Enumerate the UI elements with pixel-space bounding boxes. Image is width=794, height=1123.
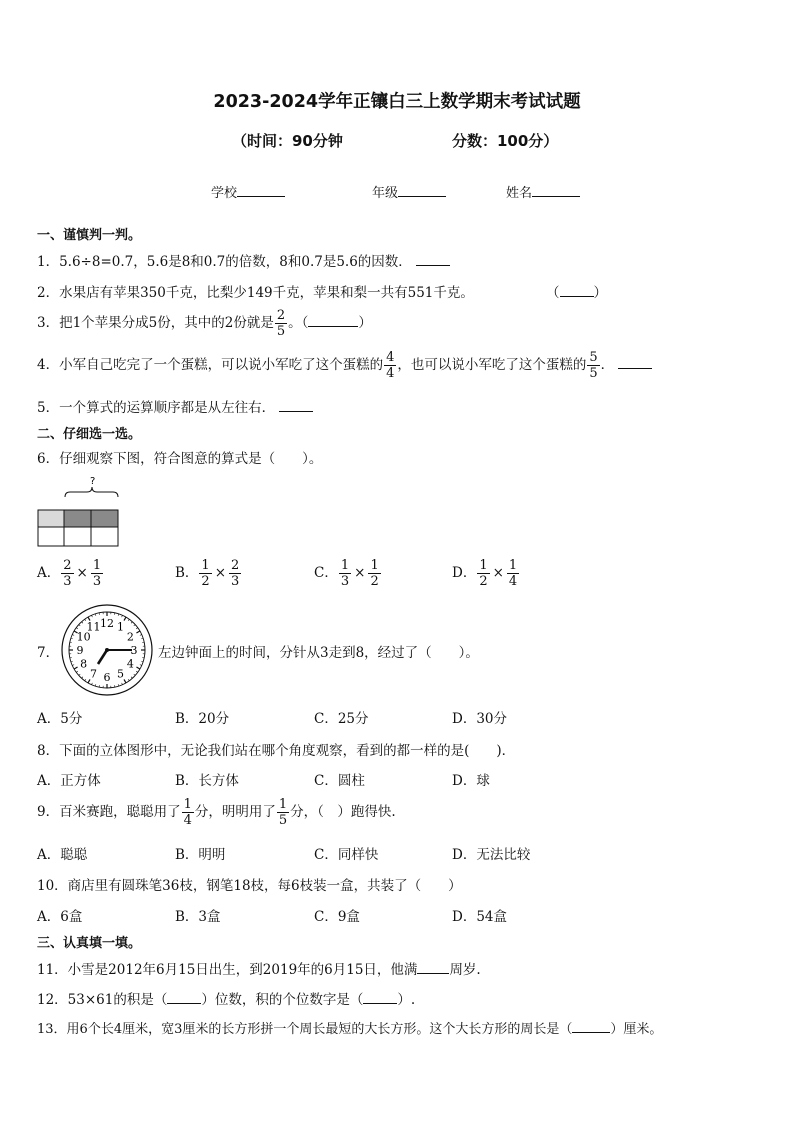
denominator: 3 [340,574,350,589]
question-12-text: 12．53×61的积是（ [37,992,168,1008]
question-13-post: ）厘米。 [610,1022,663,1037]
question-12-post: ）. [397,992,416,1008]
fraction [199,558,211,589]
fraction [507,558,519,589]
q9-option-c[interactable]: C．同样快 [314,847,379,863]
name-label: 姓名 [506,186,533,201]
answer-blank-11[interactable] [417,959,449,974]
question-7-number: 7． [37,645,60,661]
answer-blank-4[interactable] [618,354,652,369]
question-9-post: 分，（ ）跑得快. [290,804,396,820]
question-6: 6．仔细观察下图，符合图意的算式是（ ）。 [37,451,323,467]
clock-number: 8 [80,657,88,671]
q6-option-b[interactable] [175,558,242,589]
school-field[interactable] [211,182,285,201]
question-10: 10．商店里有圆珠笔36枝，钢笔18枝，每6枝装一盒，共装了（ ） [37,878,462,894]
question-8: 8．下面的立体图形中，无论我们站在哪个角度观察，看到的都一样的是( )． [37,743,516,759]
denominator: 5 [589,366,598,381]
denominator: 5 [278,813,288,828]
denominator: 4 [508,574,518,589]
answer-blank-3[interactable] [308,312,358,327]
answer-blank-5[interactable] [279,397,313,412]
answer-blank-13[interactable] [572,1018,610,1033]
question-4-text: 4．小军自己吃完了一个蛋糕，可以说小军吃了这个蛋糕的 [37,357,384,373]
q10-option-a[interactable]: A．6盒 [37,909,83,925]
q7-option-b[interactable]: B．20分 [175,711,230,727]
option-label: A． [37,565,61,581]
q8-option-d[interactable]: D．球 [452,773,490,789]
question-3-post: 。（ [288,315,309,331]
question-3-text: 3．把1个苹果分成5份，其中的2份就是 [37,315,274,331]
paren-close: ） [593,285,607,301]
times-sign: × [76,565,88,581]
numerator: 2 [231,558,240,573]
paren-close: ） [358,315,372,331]
option-label: D． [452,565,477,581]
paren-open: （ [546,285,560,301]
name-blank[interactable] [532,182,580,197]
question-5-text: 5．一个算式的运算顺序都是从左往右． [37,400,276,416]
score-label: 分数：100分） [452,132,559,150]
q6-option-a[interactable] [37,558,104,589]
q8-option-c[interactable]: C．圆柱 [314,773,365,789]
option-label: B． [175,565,199,581]
clock-number: 4 [126,657,134,671]
fraction-2-5 [275,308,287,339]
answer-blank-12a[interactable] [167,989,201,1004]
q7-option-a[interactable]: A．5分 [37,711,83,727]
q6-option-c[interactable] [314,558,382,589]
school-label: 学校 [211,186,238,201]
fraction-1-4 [182,797,194,828]
grid-cell-empty [64,527,91,546]
numerator: 2 [63,558,72,573]
numerator: 1 [340,558,350,573]
q10-option-c[interactable]: C．9盒 [314,909,360,925]
question-12-mid: ）位数，积的个位数字是（ [201,992,364,1008]
q8-option-a[interactable]: A．正方体 [37,773,101,789]
q6-option-d[interactable] [452,558,520,589]
q7-option-c[interactable]: C．25分 [314,711,369,727]
clock-center [105,648,109,652]
denominator: 2 [479,574,488,589]
question-13-text: 13．用6个长4厘米，宽3厘米的长方形拼一个周长最短的大长方形。这个大长方形的周长是（ [37,1022,573,1037]
exam-title: 2023-2024学年正镶白三上数学期末考试试题 [213,92,581,112]
section-2-heading: 二、仔细选一选。 [37,427,142,442]
section-1-heading: 一、谨慎判一判。 [37,228,142,243]
fraction-5-5 [587,350,599,381]
time-label: （时间：90分钟 [232,132,343,150]
question-4-post: ． [600,357,615,373]
question-2-text: 2．水果店有苹果350千克，比梨少149千克，苹果和梨一共有551千克。 [37,285,474,301]
clock-number: 9 [76,644,84,657]
denominator: 2 [370,574,379,589]
fraction-grid-figure [37,474,121,550]
question-13 [37,1018,662,1037]
question-3 [37,308,372,339]
numerator: 1 [278,797,288,812]
answer-blank-2[interactable] [560,282,594,297]
question-12 [37,988,415,1008]
times-sign: × [214,565,227,581]
denominator: 5 [276,324,286,339]
option-label: C． [314,565,338,581]
numerator: 1 [92,558,102,573]
school-blank[interactable] [237,182,285,197]
fraction [477,558,489,589]
answer-blank-1[interactable] [416,251,450,266]
q9-option-b[interactable]: B．明明 [175,847,226,863]
clock-number: 6 [103,671,111,684]
grid-cell-empty [38,527,64,546]
q10-option-d[interactable]: D．54盒 [452,909,508,925]
numerator: 1 [479,558,488,573]
question-mark: ? [90,476,96,487]
question-5 [37,396,313,416]
question-11-post: 周岁. [449,962,481,978]
denominator: 2 [201,574,210,589]
question-9-mid: 分，明明用了 [194,804,276,820]
question-11-text: 11．小雪是2012年6月15日出生，到2019年的6月15日，他满 [37,962,418,978]
numerator: 1 [508,558,518,573]
q7-option-d[interactable]: D．30分 [452,711,508,727]
q10-option-b[interactable]: B．3盒 [175,909,221,925]
grid-cell-light [38,510,64,527]
answer-blank-12b[interactable] [363,989,397,1004]
fraction-1-5 [277,797,289,828]
q9-option-a[interactable]: A．聪聪 [37,847,88,863]
question-7-text: 左边钟面上的时间，分针从3走到8，经过了（ ）。 [158,645,479,661]
grade-blank[interactable] [398,182,446,197]
denominator: 4 [386,366,395,381]
fraction [229,558,241,589]
numerator: 1 [370,558,379,573]
denominator: 3 [63,574,72,589]
fraction [61,558,73,589]
denominator: 3 [231,574,240,589]
numerator: 5 [589,350,598,365]
question-9 [37,797,396,828]
question-11 [37,958,481,978]
q9-option-d[interactable]: D．无法比较 [452,847,531,863]
clock-number: 11 [86,620,101,634]
numerator: 1 [201,558,210,573]
clock-number: 2 [126,630,134,644]
brace [65,487,118,497]
grade-label: 年级 [372,186,399,201]
clock-number: 12 [100,617,114,630]
fraction [339,558,351,589]
fraction [368,558,380,589]
fraction-4-4 [384,350,396,381]
clock-number: 5 [117,667,124,681]
question-2 [37,281,474,301]
section-3-heading: 三、认真填一填。 [37,936,142,951]
clock-number: 1 [117,620,124,634]
grid-cell-dark [91,510,118,527]
clock-figure [60,603,154,697]
denominator: 3 [92,574,102,589]
numerator: 1 [183,797,192,812]
grade-field[interactable] [372,182,446,201]
name-field[interactable] [506,182,580,201]
clock-number: 10 [76,630,91,644]
q8-option-b[interactable]: B．长方体 [175,773,239,789]
clock-number: 3 [130,644,138,657]
question-1 [37,250,450,270]
clock-number: 7 [90,667,97,681]
grid-cell-dark [64,510,91,527]
question-4 [37,350,652,381]
answer-paren-2[interactable] [546,281,607,301]
fraction [91,558,103,589]
denominator: 4 [183,813,192,828]
question-1-text: 1．5.6÷8=0.7，5.6是8和0.7的倍数，8和0.7是5.6的因数． [37,254,412,270]
numerator: 2 [276,308,286,323]
question-9-text: 9．百米赛跑，聪聪用了 [37,804,181,820]
question-4-mid: ，也可以说小军吃了这个蛋糕的 [397,357,587,373]
times-sign: × [492,565,504,581]
grid-cell-empty [91,527,118,546]
times-sign: × [354,565,366,581]
numerator: 4 [386,350,395,365]
